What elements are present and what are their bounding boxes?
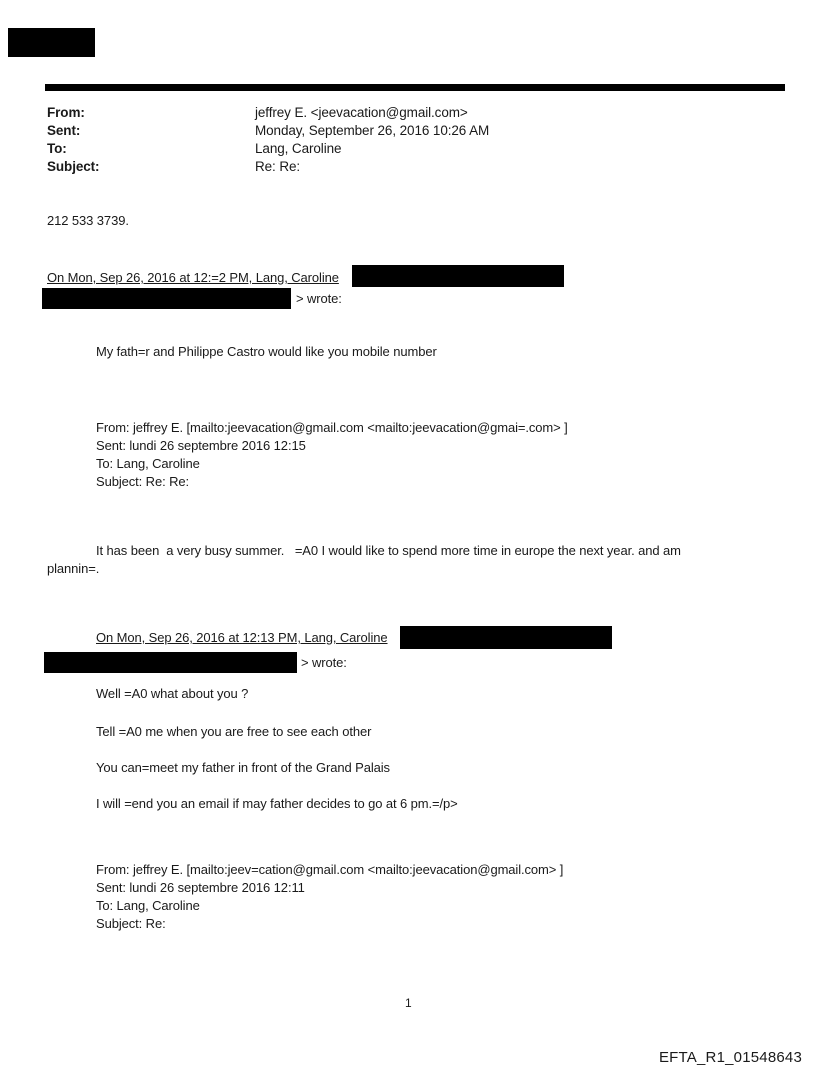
header-sent-value <box>255 123 489 139</box>
sent-label: Sent: <box>47 123 81 138</box>
redaction-box-reply2-line1 <box>400 626 612 649</box>
redaction-box-top-left <box>8 28 95 57</box>
sent-value: Monday, September 26, 2016 10:26 AM <box>255 123 490 138</box>
quoted-header1-to: To: Lang, Caroline <box>96 456 200 471</box>
reply1-message: My fath=r and Philippe Castro would like you mobile number <box>96 344 437 359</box>
reply2-line-email: I will =end you an email if may father decides to go at 6 pm.=/p> <box>96 796 458 811</box>
page-number: 1 <box>405 996 412 1010</box>
redaction-box-reply1-line1 <box>352 265 564 287</box>
quoted-header1-subject: Subject: Re: Re: <box>96 474 190 489</box>
from-value: jeffrey E. <jeevacation@gmail.com> <box>255 105 468 120</box>
header-sent-label <box>47 123 80 139</box>
phone-number-line: 212 533 3739. <box>47 213 129 228</box>
subject-value: Re: Re: <box>255 159 301 174</box>
document-id-stamp: EFTA_R1_01548643 <box>658 1049 802 1066</box>
subject-label: Subject: <box>47 159 100 174</box>
header-from-value <box>255 105 468 121</box>
from-label: From: <box>47 105 85 120</box>
summer-paragraph-line1: It has been a very busy summer. =A0 I would like to spend more time in europe the next year. and am <box>96 543 681 558</box>
header-to-value <box>255 141 341 157</box>
quoted-header1-from: From: jeffrey E. [mailto:jeevacation@gmail.com <mailto:jeevacation@gmai=.com> ] <box>96 420 568 435</box>
header-subject-value <box>255 159 300 175</box>
header-from-label <box>47 105 85 121</box>
quoted-header2-to: To: Lang, Caroline <box>96 898 200 913</box>
header-to-label <box>47 141 67 157</box>
to-label: To: <box>47 141 67 156</box>
reply1-intro-line: On Mon, Sep 26, 2016 at 12:=2 PM, Lang, Caroline <box>47 270 339 285</box>
reply2-line-tell: Tell =A0 me when you are free to see each other <box>96 724 372 739</box>
quoted-header2-from: From: jeffrey E. [mailto:jeev=cation@gmail.com <mailto:jeevacation@gmail.com> ] <box>96 862 564 877</box>
quoted-header2-subject: Subject: Re: <box>96 916 166 931</box>
header-subject-label <box>47 159 99 175</box>
reply2-line-well: Well =A0 what about you ? <box>96 686 249 701</box>
to-value: Lang, Caroline <box>255 141 342 156</box>
summer-paragraph-line2: plannin=. <box>47 561 100 576</box>
reply1-wrote-text: > wrote: <box>296 291 342 306</box>
quoted-header2-sent: Sent: lundi 26 septembre 2016 12:11 <box>96 880 305 895</box>
redaction-box-reply2-line2 <box>44 652 297 673</box>
reply2-intro-line: On Mon, Sep 26, 2016 at 12:13 PM, Lang, Caroline <box>96 630 388 645</box>
reply2-line-meet: You can=meet my father in front of the Grand Palais <box>96 760 390 775</box>
reply2-wrote-text: > wrote: <box>301 655 347 670</box>
header-divider-rule <box>45 84 785 91</box>
redaction-box-reply1-line2 <box>42 288 291 309</box>
quoted-header1-sent: Sent: lundi 26 septembre 2016 12:15 <box>96 438 306 453</box>
